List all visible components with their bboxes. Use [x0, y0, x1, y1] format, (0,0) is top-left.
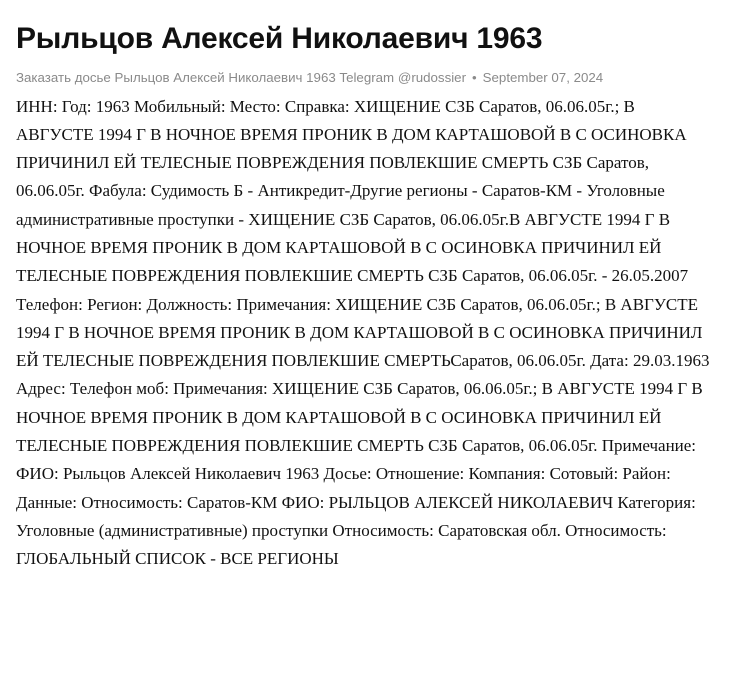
- meta-separator: •: [472, 69, 477, 85]
- article-date: September 07, 2024: [482, 69, 604, 85]
- article-title: Рыльцов Алексей Николаевич 1963: [16, 22, 543, 55]
- article-meta: [16, 69, 713, 87]
- article-body: ИНН: Год: 1963 Мобильный: Место: Справка: ХИЩЕНИЕ СЗБ Саратов, 06.06.05г.; В АВГУСТЕ 1994 Г В НОЧНОЕ ВРЕМЯ ПРОНИК В ДОМ КАРТАШОВОЙ В С ОСИНОВКА ПРИЧИНИЛ ЕЙ ТЕЛЕСНЫЕ ПОВРЕЖДЕНИЯ ПОВЛЕКШИЕ СМЕРТЬ СЗБ Саратов, 06.06.05г. Фабула: Судимость Б - Антикредит-Другие регионы - Саратов-КМ - Уголовные административные проступки - ХИЩЕНИЕ СЗБ Саратов, 06.06.05г.В АВГУСТЕ 1994 Г В НОЧНОЕ ВРЕМЯ ПРОНИК В ДОМ КАРТАШОВОЙ В С ОСИНОВКА ПРИЧИНИЛ ЕЙ ТЕЛЕСНЫЕ ПОВРЕЖДЕНИЯ ПОВЛЕКШИЕ СМЕРТЬ СЗБ Саратов, 06.06.05г. - 26.05.2007 Телефон: Регион: Должность: Примечания: ХИЩЕНИЕ СЗБ Саратов, 06.06.05г.; В АВГУСТЕ 1994 Г В НОЧНОЕ ВРЕМЯ ПРОНИК В ДОМ КАРТАШОВОЙ В С ОСИНОВКА ПРИЧИНИЛ ЕЙ ТЕЛЕСНЫЕ ПОВРЕЖДЕНИЯ ПОВЛЕКШИЕ СМЕРТЬСаратов, 06.06.05г. Дата: 29.03.1963 Адрес: Телефон моб: Примечания: ХИЩЕНИЕ СЗБ Саратов, 06.06.05г.; В АВГУСТЕ 1994 Г В НОЧНОЕ ВРЕМЯ ПРОНИК В ДОМ КАРТАШОВОЙ В С ОСИНОВКА ПРИЧИНИЛ ЕЙ ТЕЛЕСНЫЕ ПОВРЕЖДЕНИЯ ПОВЛЕКШИЕ СМЕРТЬ СЗБ Саратов, 06.06.05г. Примечание: ФИО: Рыльцов Алексей Николаевич 1963 Досье: Отношение: Компания: Сотовый: Район: Данные: Относимость: Саратов-КМ ФИО: РЫЛЬЦОВ АЛЕКСЕЙ НИКОЛАЕВИЧ Категория: Уголовные (административные) проступки Относимость: Саратовская обл. Относимость: ГЛОБАЛЬНЫЙ СПИСОК - ВСЕ РЕГИОНЫ: [16, 96, 710, 569]
- article-source: Заказать досье Рыльцов Алексей Николаевич 1963 Telegram @rudossier: [16, 69, 467, 85]
